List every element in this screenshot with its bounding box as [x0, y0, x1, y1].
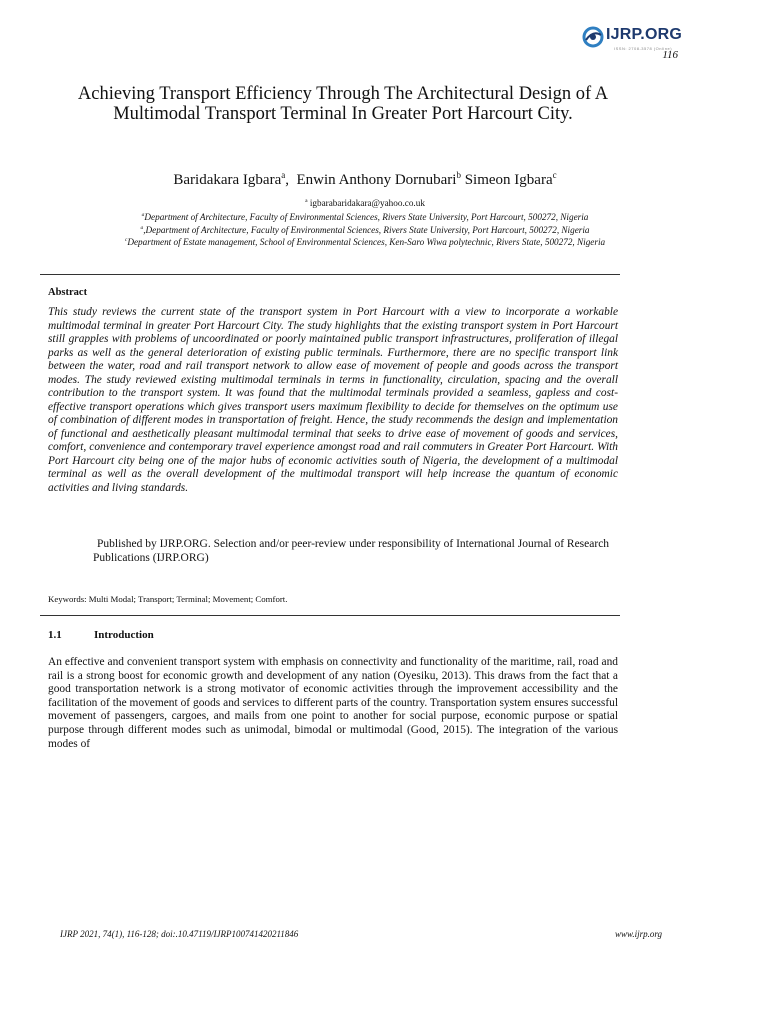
- author-sup: c: [552, 170, 557, 180]
- author-name: Simeon Igbara: [464, 172, 553, 188]
- footer-url[interactable]: www.ijrp.org: [614, 929, 662, 939]
- divider: [40, 274, 620, 275]
- author-email: [40, 197, 690, 209]
- affiliation-sup: a: [140, 224, 144, 231]
- abstract-heading: Abstract: [48, 287, 88, 298]
- email-address[interactable]: igbarabaridakara@yahoo.co.uk: [309, 198, 425, 208]
- section-body: An effective and convenient transport system with emphasis on connectivity and functionality of the maritime, rail, road and rail is a strong boost for economic growth and development of any nation (Oyesiku, 2013). This draws from the fact that a good transportation network is a strong motivator of economic activities through the improvement accessibility and the facilitation of the movement of goods and services to different parts of the country. Transportation system ensures successful movement of passengers, cargoes, and mails from one point to another for social purpose, economic purpose or spatial purpose through different modes such as unimodal, bimodal or multimodal (Good, 2015). The integration of the various modes of: [48, 656, 618, 750]
- affiliation: [40, 224, 690, 236]
- divider: [40, 615, 620, 616]
- author-name: Baridakara Igbara: [173, 172, 282, 188]
- affiliation-sup: a: [141, 211, 145, 218]
- author-name: Enwin Anthony Dornubari: [296, 172, 457, 188]
- section-number: 1.1: [48, 629, 62, 641]
- paper-title: Achieving Transport Efficiency Through The Architectural Design of A Multimodal Transport Terminal In Greater Port Harcourt City.: [77, 84, 609, 124]
- affiliation-text: Department of Architecture, Faculty of Environmental Sciences, Rivers State University, Port Harcourt, 500272, Nigeria: [144, 212, 589, 222]
- logo-text: IJRP.ORG: [606, 26, 682, 43]
- logo-globe-icon: [582, 26, 604, 48]
- affiliation-sup: c: [124, 236, 128, 243]
- affiliation-text: ,Department of Architecture, Faculty of Environmental Sciences, Rivers State University, Port Harcourt, 500272, Nigeria: [143, 225, 590, 235]
- author-sup: b: [456, 170, 461, 180]
- footer-citation: IJRP 2021, 74(1), 116-128; doi:.10.47119/IJRP100741420211846: [60, 929, 299, 939]
- logo-subtitle: ISSN: 2708-3578 (Online): [614, 46, 673, 51]
- publisher-note: Published by IJRP.ORG. Selection and/or peer-review under responsibility of International Journal of Research Publications (IJRP.ORG): [93, 538, 610, 564]
- affiliation-text: Department of Estate management, School of Environmental Sciences, Ken-Saro Wiwa polytechnic, Rivers State, 500272, Nigeria: [127, 237, 606, 247]
- section-title: Introduction: [94, 629, 154, 641]
- page-number: 116: [662, 49, 678, 61]
- abstract-body: This study reviews the current state of the transport system in Port Harcourt with a view to incorporate a workable multimodal terminal in greater Port Harcourt City. The study highlights that the existing transport system in Port Harcourt still grapples with problems of uncoordinated or poorly maintained public transport infrastructures, proliferation of illegal parks as well as the general deterioration of existing public terminals. Furthermore, there are no specific transport link between the water, road and rail transport network to allow ease of movement of people and goods across the transport modes. The study reviewed existing multimodal terminals in terms in functionality, circulation, spacing and the overall contribution to the transport system. It was found that the multimodal terminals provided a seamless, gapless and cost-effective transport operations which gives transport users maximum flexibility to decide for themselves on the optimum use of combination of different modes in transportation of freight. Hence, the study recommends the design and implementation of functional and aesthetically pleasant multimodal terminal that seeks to drive ease of movement of goods and services, comfort, convenience and contemporary travel experience amongst road and rail commuters in Greater Port Harcourt. With Port Harcourt city being one of the major hubs of economic activities south of Nigeria, the development of a multimodal terminal as well as the overall development of the multimodal transport will help increase the quantum of economic activities and living standards.: [48, 306, 618, 494]
- author-sup: a: [281, 170, 286, 180]
- keywords: Keywords: Multi Modal; Transport; Terminal; Movement; Comfort.: [48, 594, 288, 604]
- author-list: Baridakara Igbara$^a$, Enwin Anthony Dornubari$^b$ Simeon Igbara$^c$: [173, 170, 557, 188]
- affiliation: [40, 211, 690, 223]
- affiliation: [40, 236, 690, 248]
- email-sup: a: [305, 197, 308, 204]
